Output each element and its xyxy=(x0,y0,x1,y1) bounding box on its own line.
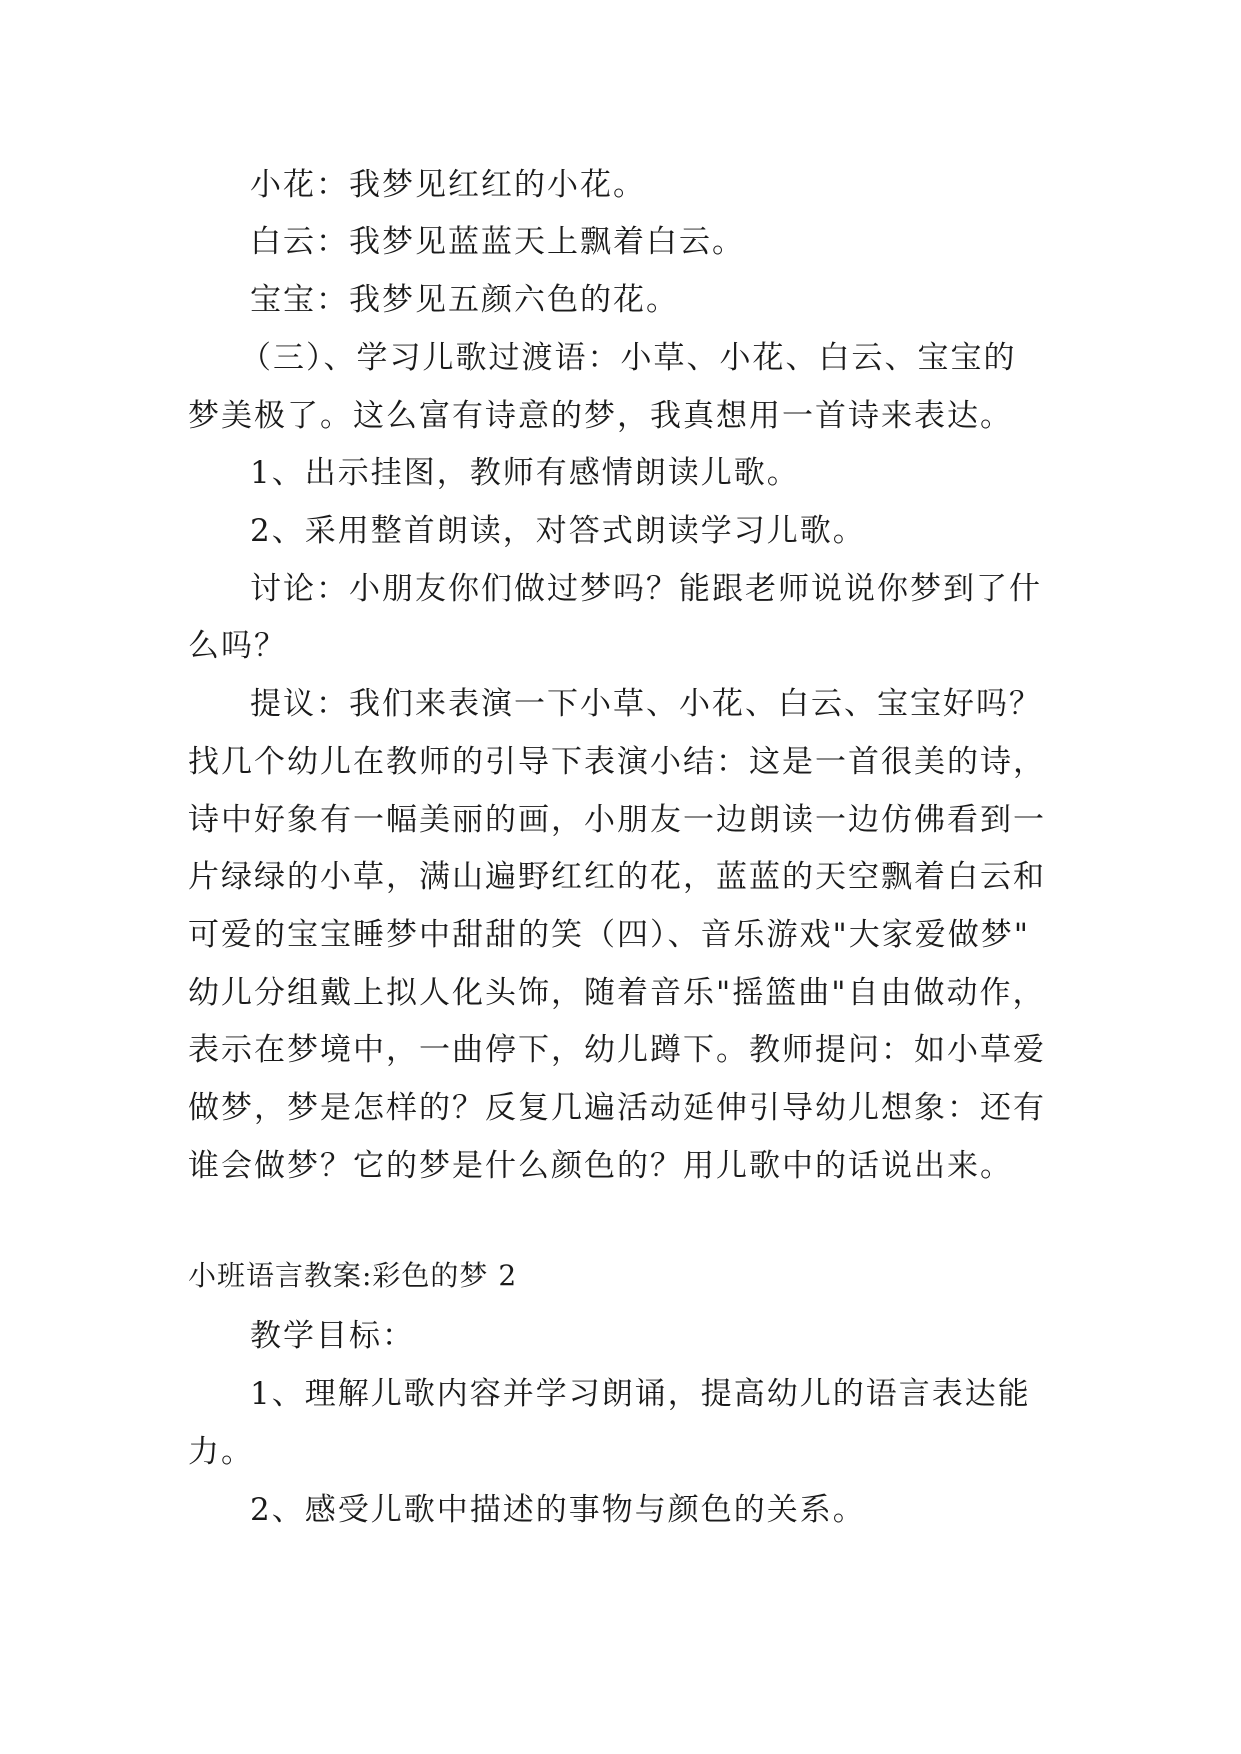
text-line: 1、理解儿歌内容并学习朗诵，提高幼儿的语言表达能 xyxy=(250,1376,1031,1412)
text-line: （三）、学习儿歌过渡语：小草、小花、白云、宝宝的 xyxy=(240,340,1017,376)
text-line: 幼儿分组戴上拟人化头饰，随着音乐"摇篮曲"自由做动作， xyxy=(188,975,1046,1011)
text-line: 找几个幼儿在教师的引导下表演小结：这是一首很美的诗， xyxy=(188,744,1046,780)
section-heading: 小班语言教案:彩色的梦 2 xyxy=(188,1259,518,1292)
text-line: 诗中好象有一幅美丽的画，小朋友一边朗读一边仿佛看到一 xyxy=(188,802,1046,838)
text-line: 2、采用整首朗读，对答式朗读学习儿歌。 xyxy=(250,513,866,549)
text-line: 教学目标： xyxy=(250,1318,415,1354)
text-line: 2、感受儿歌中描述的事物与颜色的关系。 xyxy=(250,1492,866,1528)
text-line: 白云：我梦见蓝蓝天上飘着白云。 xyxy=(250,224,745,260)
text-line: 1、出示挂图，教师有感情朗读儿歌。 xyxy=(250,455,800,491)
text-line: 做梦，梦是怎样的？反复几遍活动延伸引导幼儿想象：还有 xyxy=(188,1090,1046,1126)
text-line: 片绿绿的小草，满山遍野红红的花，蓝蓝的天空飘着白云和 xyxy=(188,859,1046,895)
text-line: 可爱的宝宝睡梦中甜甜的笑（四）、音乐游戏"大家爱做梦" xyxy=(188,917,1031,953)
text-line: 宝宝：我梦见五颜六色的花。 xyxy=(250,282,679,318)
text-line: 小花：我梦见红红的小花。 xyxy=(250,167,646,203)
text-line: 力。 xyxy=(188,1434,254,1470)
text-line: 提议：我们来表演一下小草、小花、白云、宝宝好吗？ xyxy=(250,686,1042,722)
text-line: 谁会做梦？它的梦是什么颜色的？用儿歌中的话说出来。 xyxy=(188,1148,1013,1184)
text-line: 么吗？ xyxy=(188,628,287,664)
text-line: 讨论：小朋友你们做过梦吗？能跟老师说说你梦到了什 xyxy=(250,571,1042,607)
text-line: 梦美极了。这么富有诗意的梦，我真想用一首诗来表达。 xyxy=(188,398,1013,434)
text-line: 表示在梦境中，一曲停下，幼儿蹲下。教师提问：如小草爱 xyxy=(188,1032,1046,1068)
